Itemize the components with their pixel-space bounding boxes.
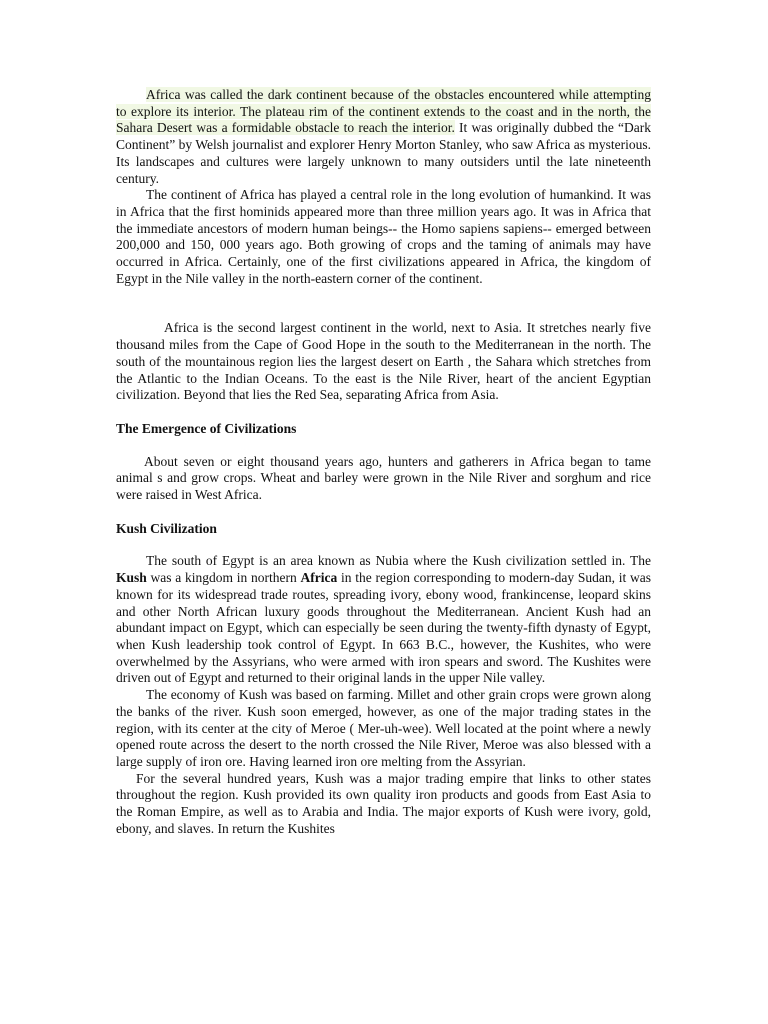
section-heading-emergence: The Emergence of Civilizations [116, 420, 297, 436]
paragraph-text: in the region corresponding to modern-day Sudan, it was known for its widespread trade routes, spreading ivory, ebony wood, frankincense, leopard skins and other North African luxury goods throughout the Mediterranean. Ancient Kush had an abundant impact on Egypt, which can especially be seen during the twenty-fifth dynasty of Egypt, when Kush leadership took control of Egypt. In 663 B.C., however, the Kushites, who were overwhelmed by the Assyrians, who were armed with iron spears and sword. The Kushites were driven out of Egypt and returned to their original lands in the upper Nile valley. [116, 570, 651, 686]
spacer [116, 404, 651, 421]
paragraph-text: was a kingdom in northern [146, 570, 301, 586]
paragraph-geography: Africa is the second largest continent in the world, next to Asia. It stretches nearly five thousand miles from the Cape of Good Hope in the south to the Mediterranean in the north. The south of the mountainous region lies the largest desert on Earth , the Sahara which stretches from the Atlantic to the Indian Oceans. To the east is the Nile River, heart of the ancient Egyptian civilization. Beyond that lies the Red Sea, separating Africa from Asia. [116, 320, 651, 403]
spacer [116, 438, 651, 454]
paragraph-text: It was originally dubbed the “Dark Continent” by Welsh journalist and explorer Henry Morton Stanley, who saw Africa as mysterious. Its landscapes and cultures were largely unknown to many outsiders until the late nineteenth century. [116, 120, 651, 186]
paragraph-text: The south of Egypt is an area known as Nubia where the Kush civilization settled in. The [146, 553, 651, 569]
bold-term-kush: Kush [116, 570, 147, 586]
spacer [116, 537, 651, 553]
document-page [116, 87, 651, 837]
highlighted-text[interactable]: Africa was called the dark continent because of the obstacles encountered while attempting to explore its interior. The plateau rim of the continent extends to the coast and in the north, the Sahara Desert was a formidable obstacle to reach the interior. [116, 87, 651, 136]
paragraph-dark-continent [116, 87, 651, 187]
section-heading-kush: Kush Civilization [116, 520, 217, 536]
paragraph-kush-intro [116, 553, 651, 687]
spacer [116, 287, 651, 320]
paragraph-kush-trade: For the several hundred years, Kush was a major trading empire that links to other states throughout the region. Kush provided its own quality iron products and goods from East Asia to the Roman Empire, as well as to Arabia and India. The major exports of Kush were ivory, gold, ebony, and slaves. In return the Kushites [116, 770, 651, 836]
paragraph-emergence: About seven or eight thousand years ago, hunters and gatherers in Africa began to tame animal s and grow crops. Wheat and barley were grown in the Nile River and sorghum and rice were raised in West Africa. [116, 453, 651, 503]
spacer [116, 504, 651, 521]
bold-term-africa: Africa [300, 570, 338, 586]
paragraph-human-evolution: The continent of Africa has played a central role in the long evolution of humankind. It was in Africa that the first hominids appeared more than three million years ago. It was in Africa that the immediate ancestors of modern human beings-- the Homo sapiens sapiens-- emerged between 200,000 and 150, 000 years ago. Both growing of crops and the taming of animals may have occurred in Africa. Certainly, one of the first civilizations appeared in Africa, the kingdom of Egypt in the Nile valley in the north-eastern corner of the continent. [116, 187, 651, 286]
paragraph-kush-economy: The economy of Kush was based on farming. Millet and other grain crops were grown along the banks of the river. Kush soon emerged, however, as one of the major trading states in the region, with its center at the city of Meroe ( Mer-uh-wee). Well located at the point where a newly opened route across the desert to the north crossed the Nile River, Meroe was also blessed with a large supply of iron ore. Having learned iron ore melting from the Assyrian. [116, 687, 651, 769]
